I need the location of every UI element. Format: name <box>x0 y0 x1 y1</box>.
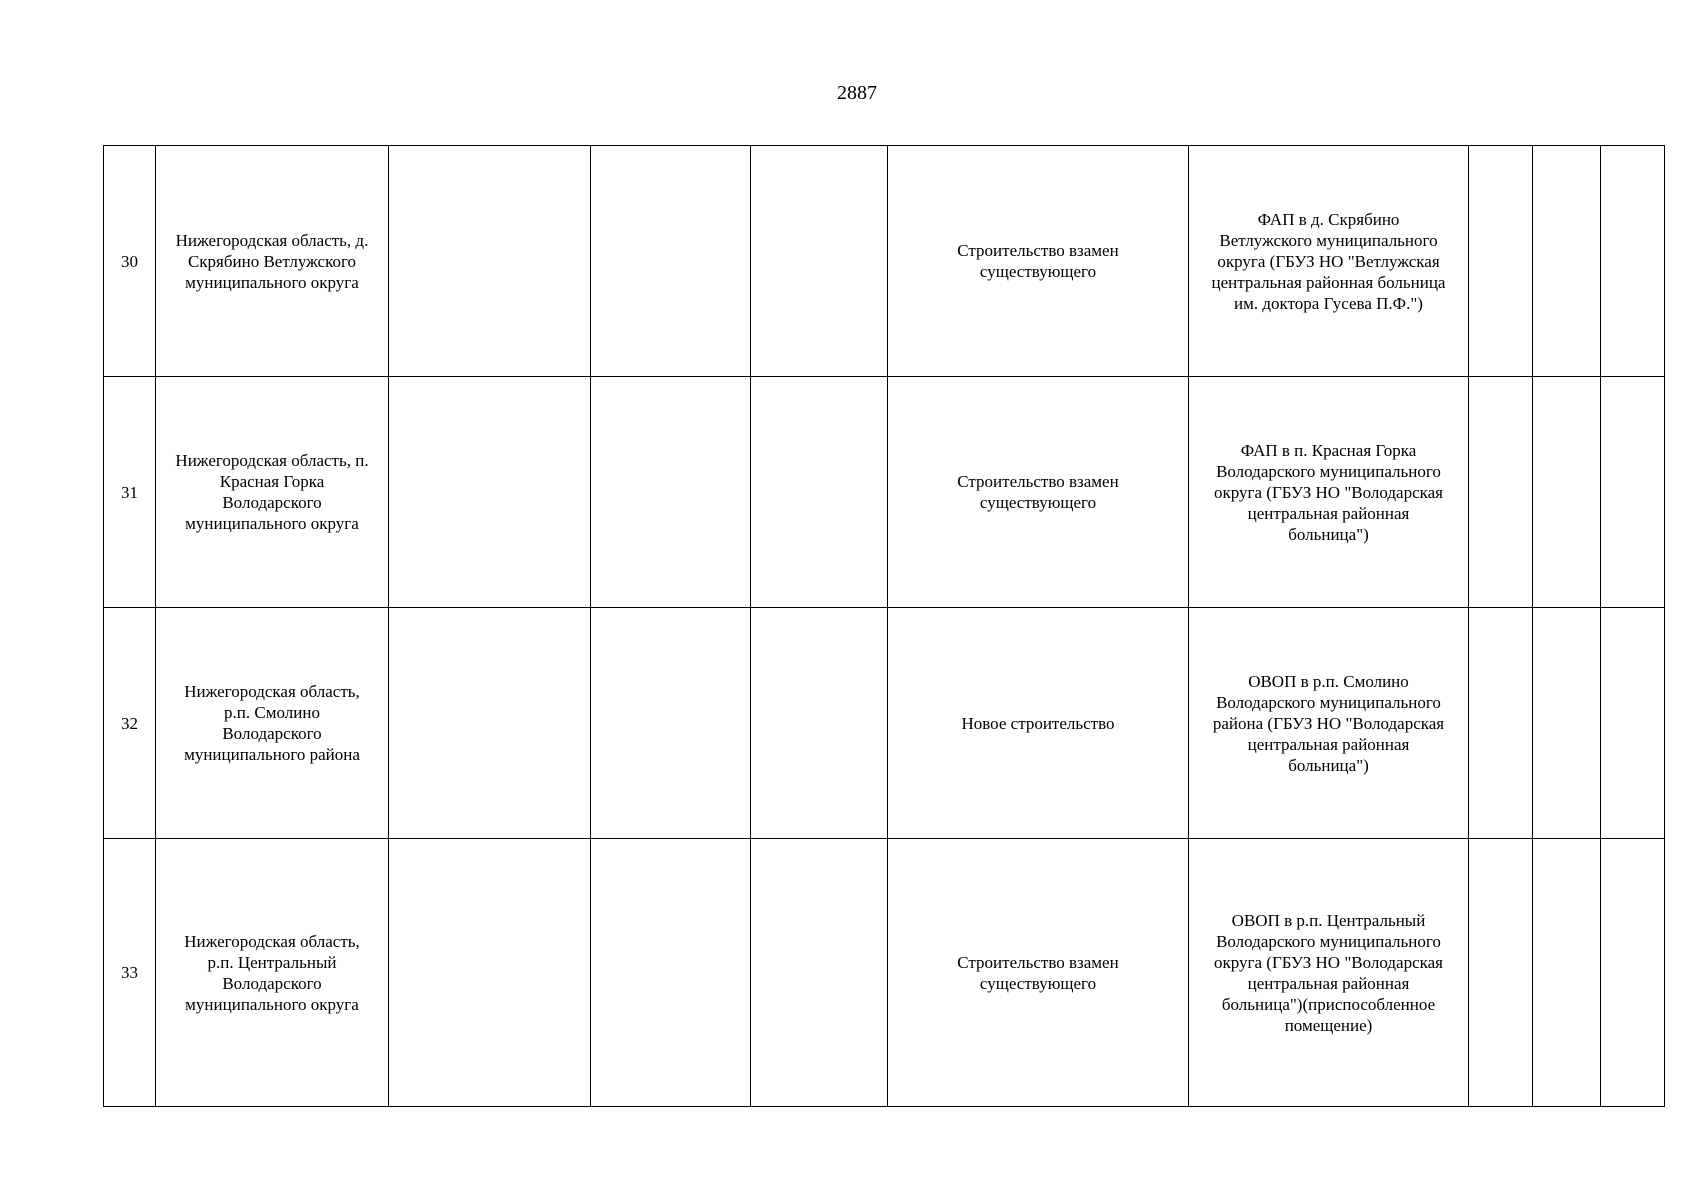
object-text: ОВОП в р.п. Смолино Володарского муниципального района (ГБУЗ НО "Володарская центральная районная больница") <box>1212 671 1445 775</box>
construction-type-text: Новое строительство <box>961 713 1115 733</box>
object-cell <box>1189 146 1469 377</box>
empty-cell <box>1533 377 1601 608</box>
location-text: Нижегородская область, р.п. Смолино Володарского муниципального района <box>184 682 360 764</box>
empty-cell <box>1601 377 1665 608</box>
empty-cell <box>389 839 591 1107</box>
location-cell <box>156 839 389 1107</box>
construction-type-text: Строительство взамен существующего <box>957 472 1119 512</box>
object-text: ОВОП в р.п. Центральный Володарского муниципального округа (ГБУЗ НО "Володарская центральная районная больница")(приспособленное помещение) <box>1214 910 1443 1035</box>
construction-type-cell <box>888 839 1189 1107</box>
empty-cell <box>591 146 751 377</box>
empty-cell <box>751 608 888 839</box>
object-cell <box>1189 377 1469 608</box>
empty-cell <box>751 377 888 608</box>
empty-cell <box>751 146 888 377</box>
page-number: 2887 <box>837 82 877 104</box>
row-number-cell <box>104 608 156 839</box>
empty-cell <box>1469 839 1533 1107</box>
empty-cell <box>1601 839 1665 1107</box>
empty-cell <box>591 608 751 839</box>
empty-cell <box>1601 146 1665 377</box>
row-number: 32 <box>121 713 138 733</box>
construction-type-cell <box>888 377 1189 608</box>
construction-type-cell <box>888 146 1189 377</box>
row-number-cell <box>104 377 156 608</box>
construction-type-cell <box>888 608 1189 839</box>
location-text: Нижегородская область, д. Скрябино Ветлужского муниципального округа <box>175 230 369 292</box>
location-cell <box>156 377 389 608</box>
empty-cell <box>389 377 591 608</box>
empty-cell <box>1469 608 1533 839</box>
empty-cell <box>1533 608 1601 839</box>
object-cell <box>1189 608 1469 839</box>
object-text: ФАП в п. Красная Горка Володарского муниципального округа (ГБУЗ НО "Володарская центральная районная больница") <box>1214 440 1443 544</box>
construction-type-text: Строительство взамен существующего <box>957 952 1119 993</box>
location-cell <box>156 146 389 377</box>
empty-cell <box>1469 146 1533 377</box>
objects-table <box>103 145 1665 1107</box>
empty-cell <box>591 377 751 608</box>
table-row <box>104 608 1665 839</box>
empty-cell <box>1601 608 1665 839</box>
location-text: Нижегородская область, п. Красная Горка Володарского муниципального округа <box>175 451 369 533</box>
row-number-cell <box>104 839 156 1107</box>
empty-cell <box>591 839 751 1107</box>
object-cell <box>1189 839 1469 1107</box>
object-text: ФАП в д. Скрябино Ветлужского муниципального округа (ГБУЗ НО "Ветлужская центральная районная больница им. доктора Гусева П.Ф.") <box>1211 209 1446 313</box>
location-cell <box>156 608 389 839</box>
empty-cell <box>1533 146 1601 377</box>
table-row <box>104 377 1665 608</box>
row-number-cell <box>104 146 156 377</box>
empty-cell <box>389 146 591 377</box>
empty-cell <box>389 608 591 839</box>
empty-cell <box>1533 839 1601 1107</box>
row-number: 30 <box>121 251 138 271</box>
table-row <box>104 839 1665 1107</box>
empty-cell <box>1469 377 1533 608</box>
table-row <box>104 146 1665 377</box>
empty-cell <box>751 839 888 1107</box>
location-text: Нижегородская область, р.п. Центральный Володарского муниципального округа <box>184 931 360 1014</box>
construction-type-text: Строительство взамен существующего <box>957 241 1119 281</box>
row-number: 33 <box>121 963 138 982</box>
row-number: 31 <box>121 482 138 502</box>
